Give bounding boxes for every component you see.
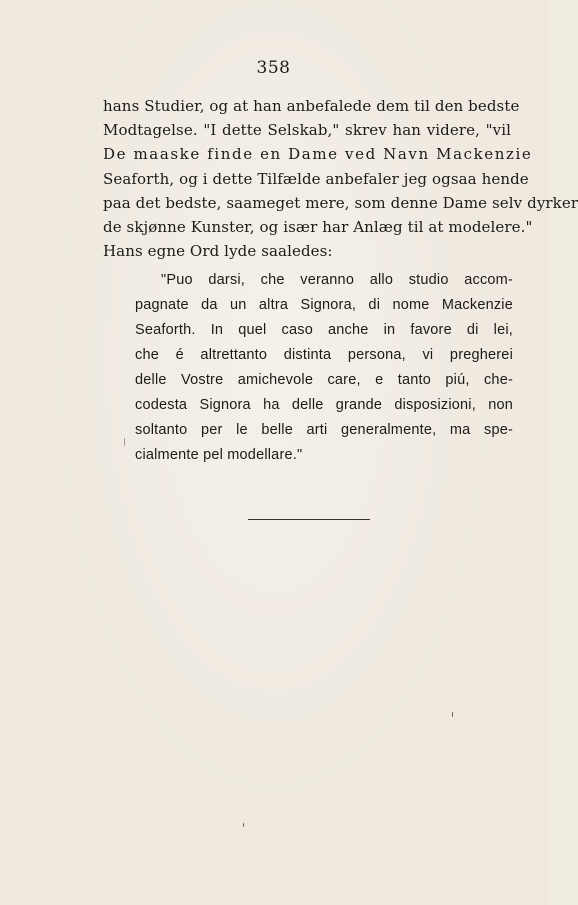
quote-line: che é altrettanto distinta persona, vi pregherei xyxy=(135,347,513,363)
section-divider xyxy=(248,519,370,520)
paper-speck xyxy=(243,823,244,827)
text-line: hans Studier, og at han anbefalede dem til den bedste xyxy=(103,97,520,115)
paper-speck xyxy=(452,712,453,717)
text-line: paa det bedste, saameget mere, som denne Dame selv dyrker xyxy=(103,193,578,212)
italian-quote-block xyxy=(135,268,513,468)
quote-line: "Puo darsi, che veranno allo studio accom- xyxy=(161,272,513,288)
quote-line: Seaforth. In quel caso anche in favore di lei, xyxy=(135,322,513,338)
quote-line: delle Vostre amichevole care, e tanto piú, che- xyxy=(135,372,513,388)
text-line: Modtagelse. "I dette Selskab," skrev han videre, "vil xyxy=(103,121,511,140)
text-line: de skjønne Kunster, og især har Anlæg til at modelere." xyxy=(103,217,533,236)
quote-line: codesta Signora ha delle grande disposizioni, non xyxy=(135,397,513,413)
paper-speck xyxy=(124,438,125,446)
page-number: 358 xyxy=(256,58,291,78)
text-line: Seaforth, og i dette Tilfælde anbefaler jeg ogsaa hende xyxy=(103,169,529,188)
text-line: Hans egne Ord lyde saaledes: xyxy=(103,242,333,261)
quote-line: pagnate da un altra Signora, di nome Mackenzie xyxy=(135,297,513,313)
text-line: De maaske finde en Dame ved Navn Mackenzie xyxy=(103,145,533,164)
quote-line: cialmente pel modellare." xyxy=(135,447,303,463)
danish-paragraph xyxy=(103,94,578,263)
quote-line: soltanto per le belle arti generalmente, ma spe- xyxy=(135,422,513,438)
